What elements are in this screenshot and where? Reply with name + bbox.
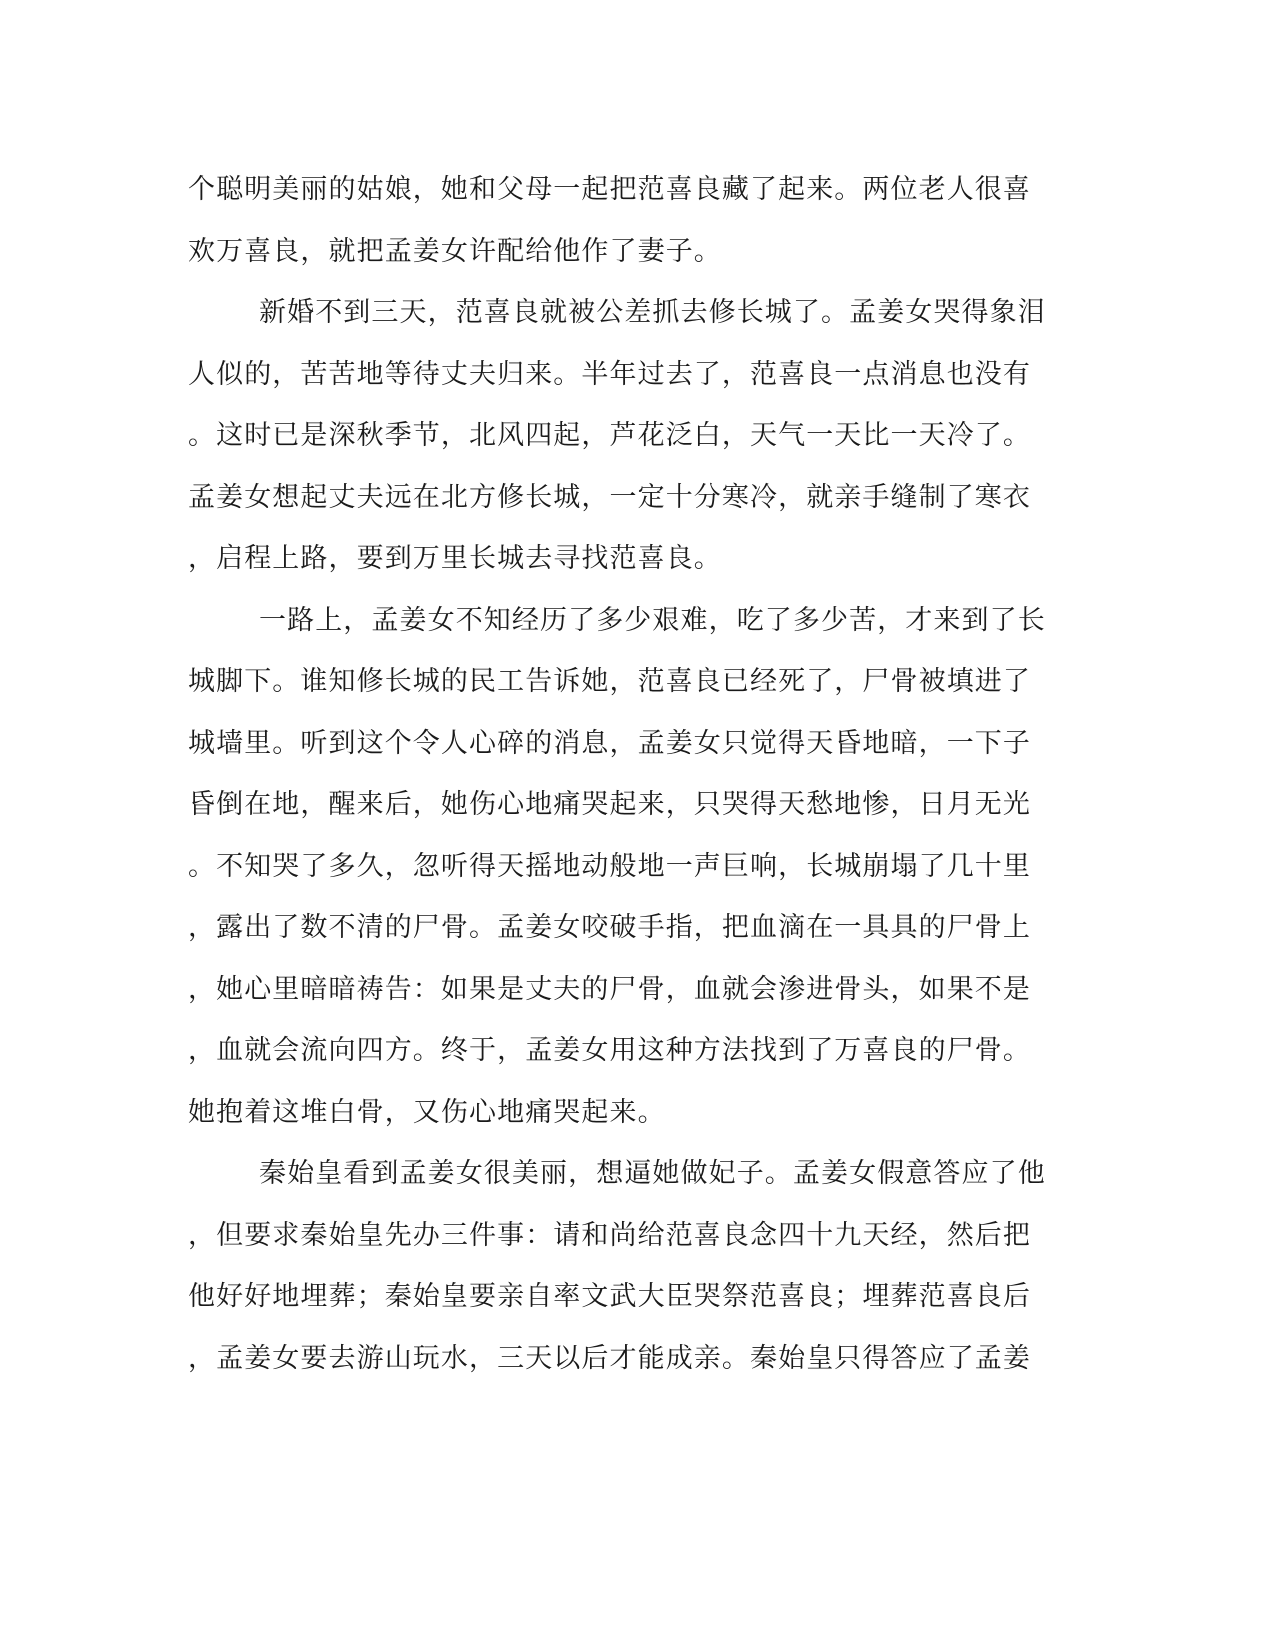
text-line: 她抱着这堆白骨，又伤心地痛哭起来。 <box>188 1096 666 1128</box>
text-line: 一路上，孟姜女不知经历了多少艰难，吃了多少苦，才来到了长 <box>259 604 1046 636</box>
text-line: 个聪明美丽的姑娘，她和父母一起把范喜良藏了起来。两位老人很喜 <box>188 174 1031 205</box>
text-line: 孟姜女想起丈夫远在北方修长城，一定十分寒冷，就亲手缝制了寒衣 <box>188 481 1031 513</box>
text-line: ，露出了数不清的尸骨。孟姜女咬破手指，把血滴在一具具的尸骨上 <box>188 912 1031 943</box>
text-line: ，她心里暗暗祷告：如果是丈夫的尸骨，血就会渗进骨头，如果不是 <box>188 973 1031 1005</box>
text-line: ，孟姜女要去游山玩水，三天以后才能成亲。秦始皇只得答应了孟姜 <box>188 1342 1031 1374</box>
text-line: 。不知哭了多久，忽听得天摇地动般地一声巨响，长城崩塌了几十里 <box>188 850 1031 882</box>
text-line: ，启程上路，要到万里长城去寻找范喜良。 <box>188 543 722 574</box>
text-line: ，血就会流向四方。终于，孟姜女用这种方法找到了万喜良的尸骨。 <box>188 1035 1031 1066</box>
text-line: 昏倒在地，醒来后，她伤心地痛哭起来，只哭得天愁地惨，日月无光 <box>188 789 1031 820</box>
text-line: 。这时已是深秋季节，北风四起，芦花泛白，天气一天比一天冷了。 <box>188 420 1031 451</box>
text-line: 他好好地埋葬；秦始皇要亲自率文武大臣哭祭范喜良；埋葬范喜良后 <box>188 1281 1031 1312</box>
text-line: 人似的，苦苦地等待丈夫归来。半年过去了，范喜良一点消息也没有 <box>188 358 1031 390</box>
text-line: 新婚不到三天，范喜良就被公差抓去修长城了。孟姜女哭得象泪 <box>259 297 1046 328</box>
text-line: 欢万喜良，就把孟姜女许配给他作了妻子。 <box>188 235 722 267</box>
text-line: 秦始皇看到孟姜女很美丽，想逼她做妃子。孟姜女假意答应了他 <box>259 1158 1046 1189</box>
text-line: ，但要求秦始皇先办三件事：请和尚给范喜良念四十九天经，然后把 <box>188 1219 1031 1251</box>
text-line: 城脚下。谁知修长城的民工告诉她，范喜良已经死了，尸骨被填进了 <box>188 666 1031 697</box>
text-line: 城墙里。听到这个令人心碎的消息，孟姜女只觉得天昏地暗，一下子 <box>188 727 1031 759</box>
body-text <box>188 159 1088 1389</box>
